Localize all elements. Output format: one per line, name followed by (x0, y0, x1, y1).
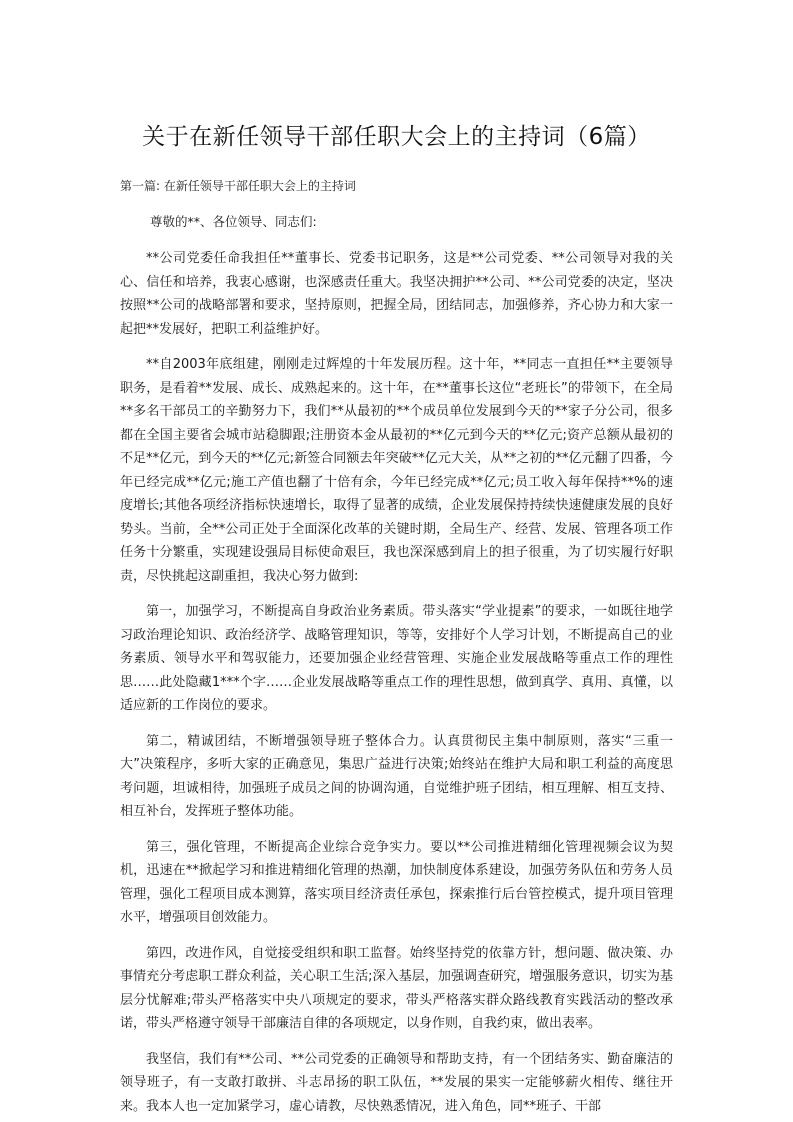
paragraph-3: 第一，加强学习，不断提高自身政治业务素质。带头落实“学业提素”的要求，一如既往地学习政治理论知识、政治经济学、战略管理知识，等等，安排好个人学习计划，不断提高自己的业务素质、领导水平和驾驭能力，还要加强企业经营管理、实施企业发展战略等重点工作的理性思……此处隐藏1***个字……企业发展战略等重点工作的理性思想，做到真学、真用、真懂，以适应新的工作岗位的要求。 (120, 604, 673, 713)
salutation: 尊敬的**、各位领导、同志们: (150, 214, 317, 229)
paragraph-4: 第二，精诚团结，不断增强领导班子整体合力。认真贯彻民主集中制原则，落实“三重一大”决策程序，多听大家的正确意见，集思广益进行决策;始终站在维护大局和职工利益的高度思考问题，坦诚相待，加强班子成员之间的协调沟通，自觉维护班子团结，相互理解、相互支持、相互补台，发挥班子整体功能。 (120, 733, 673, 819)
paragraph-1: **公司党委任命我担任**董事长、党委书记职务，这是**公司党委、**公司领导对我的关心、信任和培养，我衷心感谢，也深感责任重大。我坚决拥护**公司、**公司党委的决定，坚决按照**公司的战略部署和要求，坚持原则，把握全局，团结同志，加强修养，齐心协力和大家一起把**发展好，把职工利益维护好。 (120, 251, 673, 337)
paragraph-7: 我坚信，我们有**公司、**公司党委的正确领导和帮助支持，有一个团结务实、勤奋廉洁的领导班子，有一支敢打敢拼、斗志昂扬的职工队伍，**发展的果实一定能够薪火相传、继往开来。我本人也一定加紧学习，虚心请教，尽快熟悉情况，进入角色，同**班子、干部 (120, 1051, 673, 1114)
paragraph-5: 第三，强化管理，不断提高企业综合竞争实力。要以**公司推进精细化管理视频会议为契机，迅速在**掀起学习和推进精细化管理的热潮，加快制度体系建设，加强劳务队伍和劳务人员管理，强化工程项目成本测算，落实项目经济责任承包，探索推行后台管控模式，提升项目管理水平，增强项目创效能力。 (120, 839, 673, 925)
paragraph-2: **自2003年底组建，刚刚走过辉煌的十年发展历程。这十年，**同志一直担任**主要领导职务，是看着**发展、成长、成熟起来的。这十年，在**董事长这位“老班长”的带领下，在全局**多名干部员工的辛勤努力下，我们**从最初的**个成员单位发展到今天的**家子分公司，很多都在全国主要省会城市站稳脚跟;注册资本金从最初的**亿元到今天的**亿元;资产总额从最初的不足**亿元，到今天的**亿元;新签合同额去年突破**亿元大关，从**之初的**亿元翻了四番，今年已经完成**亿元;施工产值也翻了十倍有余，今年已经完成**亿元;员工收入每年保持**%的速度增长;其他各项经济指标快速增长，取得了显著的成绩，企业发展保持持续快速健康发展的良好势头。当前，全**公司正处于全面深化改革的关键时期，全局生产、经营、发展、管理各项工作任务十分繁重，实现建设强局目标使命艰巨，我也深深感到肩上的担子很重，为了切实履行好职责，尽快挑起这副重担，我决心努力做到: (120, 357, 673, 584)
document-title: 关于在新任领导干部任职大会上的主持词（6篇） (142, 124, 651, 150)
paragraph-6: 第四，改进作风，自觉接受组织和职工监督。始终坚持党的依靠方针，想问题、做决策、办事情充分考虑职工群众利益，关心职工生活;深入基层，加强调查研究，增强服务意识，切实为基层分忧解难;带头严格落实中央八项规定的要求，带头严格落实群众路线教育实践活动的整改承诺，带头严格遵守领导干部廉洁自律的各项规定，以身作则，自我约束，做出表率。 (120, 945, 673, 1031)
section-subtitle: 第一篇: 在新任领导干部任职大会上的主持词 (120, 179, 356, 193)
